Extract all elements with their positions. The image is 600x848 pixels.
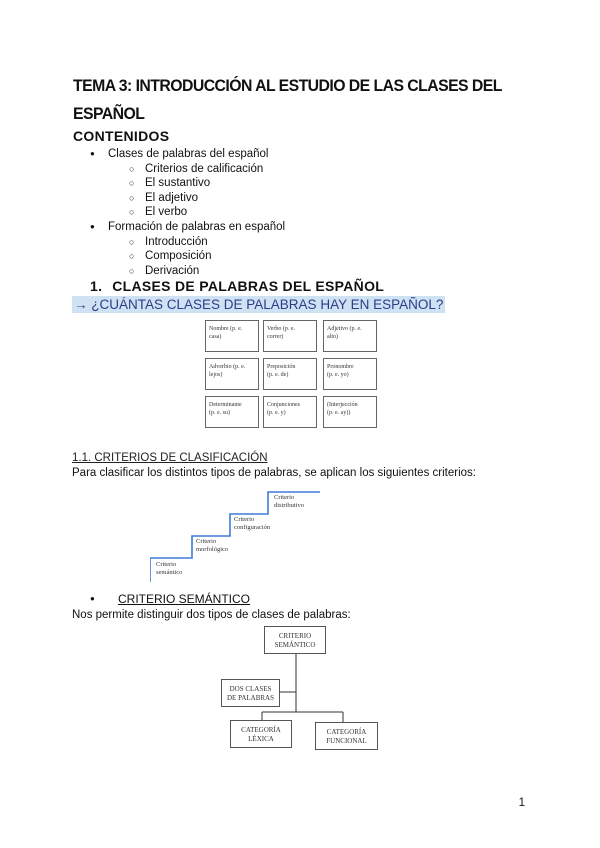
list-item xyxy=(90,147,285,220)
grid-cell xyxy=(205,358,259,390)
cell-line: Verbo (p. e. xyxy=(267,326,295,332)
cell-line: (Interjección xyxy=(327,402,358,408)
grid-cell xyxy=(323,320,377,352)
stair-label xyxy=(274,494,304,510)
grid-cell xyxy=(323,396,377,428)
cell-line: Nombre (p. e. xyxy=(209,326,243,332)
cell-line: (p. e. su) xyxy=(209,410,230,416)
page-title: TEMA 3: INTRODUCCIÓN AL ESTUDIO DE LAS CLASES DEL ESPAÑOL xyxy=(73,76,502,123)
cell-line: Determinante xyxy=(209,402,242,408)
stair-line: semántico xyxy=(156,569,183,576)
intro-paragraph: Para clasificar los distintos tipos de palabras, se aplican los siguientes criterios: xyxy=(72,467,476,479)
bullet-icon: ● xyxy=(90,594,95,603)
cell-line: casa) xyxy=(209,334,222,340)
node-line: CATEGORÍA xyxy=(241,726,281,734)
cell-line: (p. e. y) xyxy=(267,410,286,416)
cell-line: (p. e. yo) xyxy=(327,372,349,378)
cell-line: Adjetivo (p. e. xyxy=(327,326,362,332)
list-item: ○ Introducción xyxy=(129,235,285,250)
cell-line: (p. e. de) xyxy=(267,372,289,378)
grid-cell xyxy=(323,358,377,390)
stair-line: morfológico xyxy=(196,546,229,553)
list-item xyxy=(90,220,285,278)
list-item: ○ Derivación xyxy=(129,264,285,279)
node-line: CATEGORÍA xyxy=(326,728,367,736)
list-item-label: Clases de palabras del español xyxy=(108,148,269,160)
cell-line: Adverbio (p. e. xyxy=(209,364,246,370)
tree-mid-node xyxy=(221,679,280,707)
list-item: ○ El adjetivo xyxy=(129,191,285,206)
stair-line: configuración xyxy=(234,524,271,531)
semantic-criterion-heading xyxy=(90,592,250,606)
highlighted-question: → ¿CUÁNTAS CLASES DE PALABRAS HAY EN ESPAÑOL? xyxy=(74,297,444,312)
cell-line: Preposición xyxy=(267,364,296,370)
stair-line: Criterio xyxy=(234,516,255,523)
list-item: ○ El verbo xyxy=(129,205,285,220)
section-title: CLASES DE PALABRAS DEL ESPAÑOL xyxy=(112,278,385,294)
stair-label xyxy=(196,538,228,554)
stair-label xyxy=(234,516,270,532)
node-line: LÉXICA xyxy=(248,735,274,743)
cell-line: lejos) xyxy=(209,372,223,378)
node-line: DOS CLASES xyxy=(229,685,272,693)
criteria-staircase-diagram xyxy=(150,486,330,582)
node-line: CRITERIO xyxy=(278,632,312,640)
stair-line: distributivo xyxy=(274,502,304,509)
cell-line: correr) xyxy=(267,334,284,340)
page-number: 1 xyxy=(518,797,525,809)
node-line: SEMÁNTICO xyxy=(274,641,316,649)
section-number: 1. xyxy=(90,278,103,294)
grid-cell xyxy=(205,320,259,352)
tree-right-node xyxy=(315,722,378,750)
semantic-tree-diagram xyxy=(218,626,383,752)
stair-label xyxy=(156,561,182,577)
list-item-label: Formación de palabras en español xyxy=(108,220,286,233)
sublist xyxy=(108,162,285,220)
grid-cell xyxy=(263,396,317,428)
grid-cell xyxy=(205,396,259,428)
contents-heading: CONTENIDOS xyxy=(73,128,170,144)
word-classes-grid xyxy=(205,320,375,428)
semantic-heading-text: CRITERIO SEMÁNTICO xyxy=(118,592,251,606)
list-item: ○ Criterios de calificación xyxy=(129,162,285,177)
sublist xyxy=(108,235,285,279)
cell-line: Conjunciones xyxy=(267,402,300,408)
contents-list xyxy=(90,147,285,278)
cell-line: (p. e. ay)) xyxy=(327,410,351,416)
cell-line: Pronombre xyxy=(327,364,354,370)
stair-line: Criterio xyxy=(274,494,295,501)
node-line: DE PALABRAS xyxy=(226,694,274,702)
subsection-heading: 1.1. CRITERIOS DE CLASIFICACIÓN xyxy=(72,452,268,464)
list-item: ○ El sustantivo xyxy=(129,176,285,191)
grid-cell xyxy=(263,358,317,390)
node-line: FUNCIONAL xyxy=(326,737,367,745)
list-item: ○ Composición xyxy=(129,249,285,264)
cell-line: alto) xyxy=(327,334,338,340)
stair-line: Criterio xyxy=(156,561,177,568)
section-heading xyxy=(90,278,384,294)
stair-line: Criterio xyxy=(196,538,217,545)
tree-root-node xyxy=(264,626,326,654)
grid-cell xyxy=(263,320,317,352)
semantic-paragraph: Nos permite distinguir dos tipos de clases de palabras: xyxy=(72,609,351,621)
tree-left-node xyxy=(230,720,292,748)
